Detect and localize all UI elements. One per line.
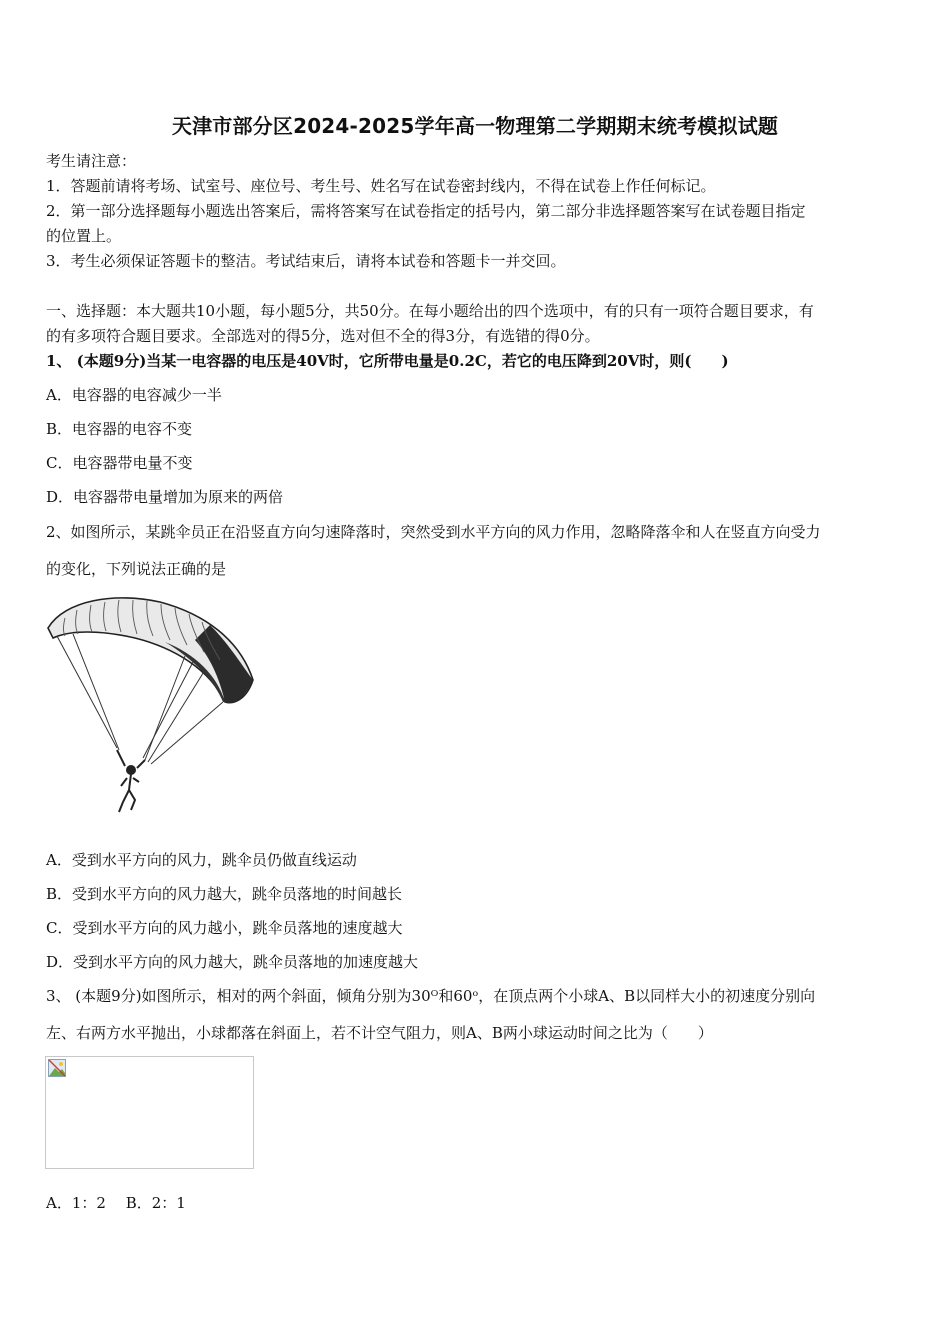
broken-image-icon	[48, 1059, 66, 1077]
q1-option-b: B．电容器的电容不变	[46, 420, 193, 438]
q2-option-a: A．受到水平方向的风力，跳伞员仍做直线运动	[46, 851, 357, 869]
q1-option-c: C．电容器带电量不变	[46, 454, 193, 472]
notice-item: 1．答题前请将考场、试室号、座位号、考生号、姓名写在试卷密封线内，不得在试卷上作任何标记。	[46, 177, 716, 195]
notice-item: 3．考生必须保证答题卡的整洁。考试结束后，请将本试卷和答题卡一并交回。	[46, 252, 566, 270]
broken-image-placeholder	[45, 1056, 254, 1169]
page-title: 天津市部分区2024-2025学年高一物理第二学期期末统考模拟试题	[171, 114, 779, 138]
q2-option-d: D．受到水平方向的风力越大，跳伞员落地的加速度越大	[46, 953, 419, 971]
jumper	[117, 750, 145, 812]
q1-option-d: D．电容器带电量增加为原来的两倍	[46, 488, 284, 506]
q1-option-a: A．电容器的电容减少一半	[46, 386, 222, 404]
section-instructions: 一、选择题：本大题共10小题，每小题5分，共50分。在每小题给出的四个选项中，有的只有一项符合题目要求，有	[46, 302, 814, 320]
question-2-stem: 的变化，下列说法正确的是	[46, 560, 227, 578]
question-1-stem: 1、 (本题9分)当某一电容器的电压是40V时，它所带电量是0.2C，若它的电压降到20V时，则( )	[46, 352, 729, 370]
q2-option-b: B．受到水平方向的风力越大，跳伞员落地的时间越长	[46, 885, 403, 903]
section-instructions: 的有多项符合题目要求。全部选对的得5分，选对但不全的得3分，有选错的得0分。	[46, 327, 600, 345]
notice-item: 2．第一部分选择题每小题选出答案后，需将答案写在试卷指定的括号内，第二部分非选择题答案写在试卷题目指定	[46, 202, 806, 220]
notice-heading: 考生请注意：	[46, 152, 137, 170]
question-2-stem: 2、如图所示，某跳伞员正在沿竖直方向匀速降落时，突然受到水平方向的风力作用，忽略降落伞和人在竖直方向受力	[46, 523, 821, 541]
q3-options: A．1：2 B．2：1	[46, 1194, 186, 1212]
question-3-stem: 3、 (本题9分)如图所示，相对的两个斜面，倾角分别为30ᴼ和60ᵒ，在顶点两个小球A、B以同样大小的初速度分别向	[46, 987, 816, 1005]
parachutist-figure	[45, 590, 260, 820]
notice-item: 的位置上。	[46, 227, 122, 245]
q2-option-c: C．受到水平方向的风力越小，跳伞员落地的速度越大	[46, 919, 403, 937]
question-3-stem: 左、右两方水平抛出，小球都落在斜面上，若不计空气阻力，则A、B两小球运动时间之比为（ ）	[46, 1024, 713, 1042]
